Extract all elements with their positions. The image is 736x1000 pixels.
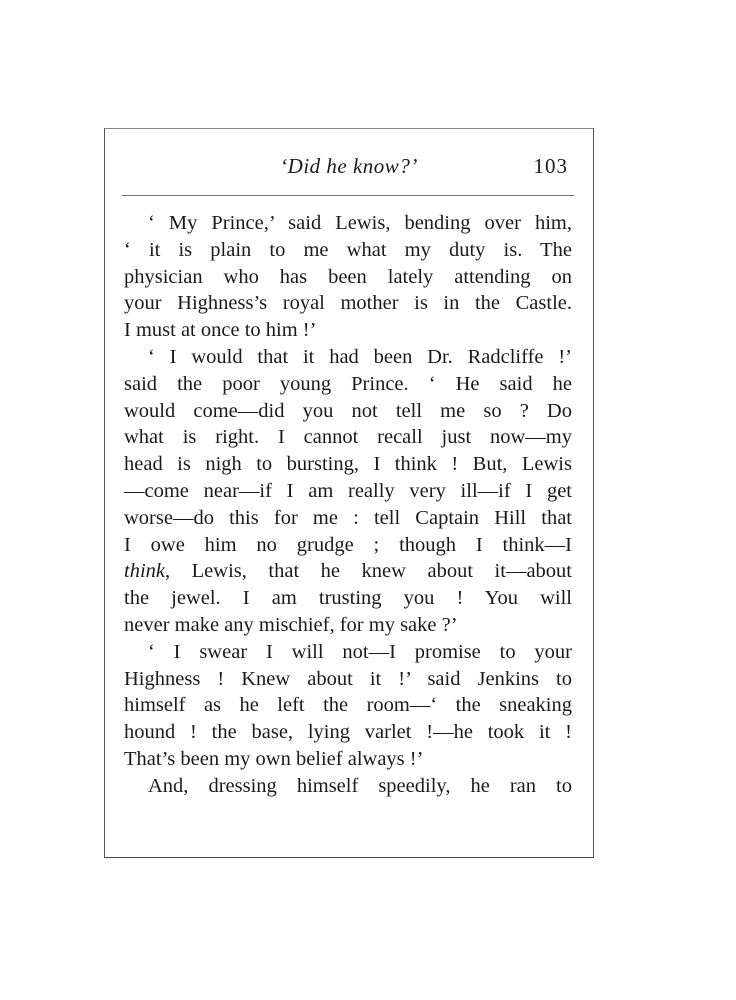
text-line: hound ! the base, lying varlet !—he took it ! — [124, 721, 572, 744]
body-text — [124, 210, 572, 800]
text-line: head is nigh to bursting, I think ! But, Lewis — [124, 453, 572, 476]
text-line: your Highness’s royal mother is in the Castle. — [124, 292, 572, 315]
text-line: never make any mischief, for my sake ?’ — [124, 613, 458, 636]
text-line: himself as he left the room—‘ the sneaking — [124, 694, 572, 717]
text-line-italic-start — [124, 558, 572, 585]
text-line-rest: , Lewis, that he knew about it—about — [165, 560, 572, 583]
text-line: Highness ! Knew about it !’ said Jenkins to — [124, 667, 572, 690]
page-number: 103 — [533, 154, 568, 178]
text-line: worse—do this for me : tell Captain Hill that — [124, 506, 572, 529]
text-line: would come—did you not tell me so ? Do — [124, 399, 572, 422]
text-line: I must at once to him !’ — [124, 319, 317, 342]
header-rule — [122, 195, 574, 196]
text-line: physician who has been lately attending on — [124, 265, 572, 288]
text-line: ‘ it is plain to me what my duty is. The — [124, 238, 572, 261]
italic-word: think — [124, 560, 165, 583]
text-line: ‘ I would that it had been Dr. Radcliffe !’ — [148, 345, 572, 368]
text-line: —come near—if I am really very ill—if I get — [124, 479, 572, 502]
text-line: I owe him no grudge ; though I think—I — [124, 533, 572, 556]
text-line: And, dressing himself speedily, he ran to — [148, 774, 572, 797]
text-line: said the poor young Prince. ‘ He said he — [124, 372, 572, 395]
running-head: ‘Did he know?’ — [280, 154, 418, 178]
text-line: the jewel. I am trusting you ! You will — [124, 587, 572, 610]
text-line: ‘ I swear I will not—I promise to your — [148, 640, 572, 663]
text-line: ‘ My Prince,’ said Lewis, bending over him, — [148, 212, 572, 234]
text-line: That’s been my own belief always !’ — [124, 747, 424, 770]
page-header — [104, 150, 594, 182]
text-line: what is right. I cannot recall just now—my — [124, 426, 572, 449]
